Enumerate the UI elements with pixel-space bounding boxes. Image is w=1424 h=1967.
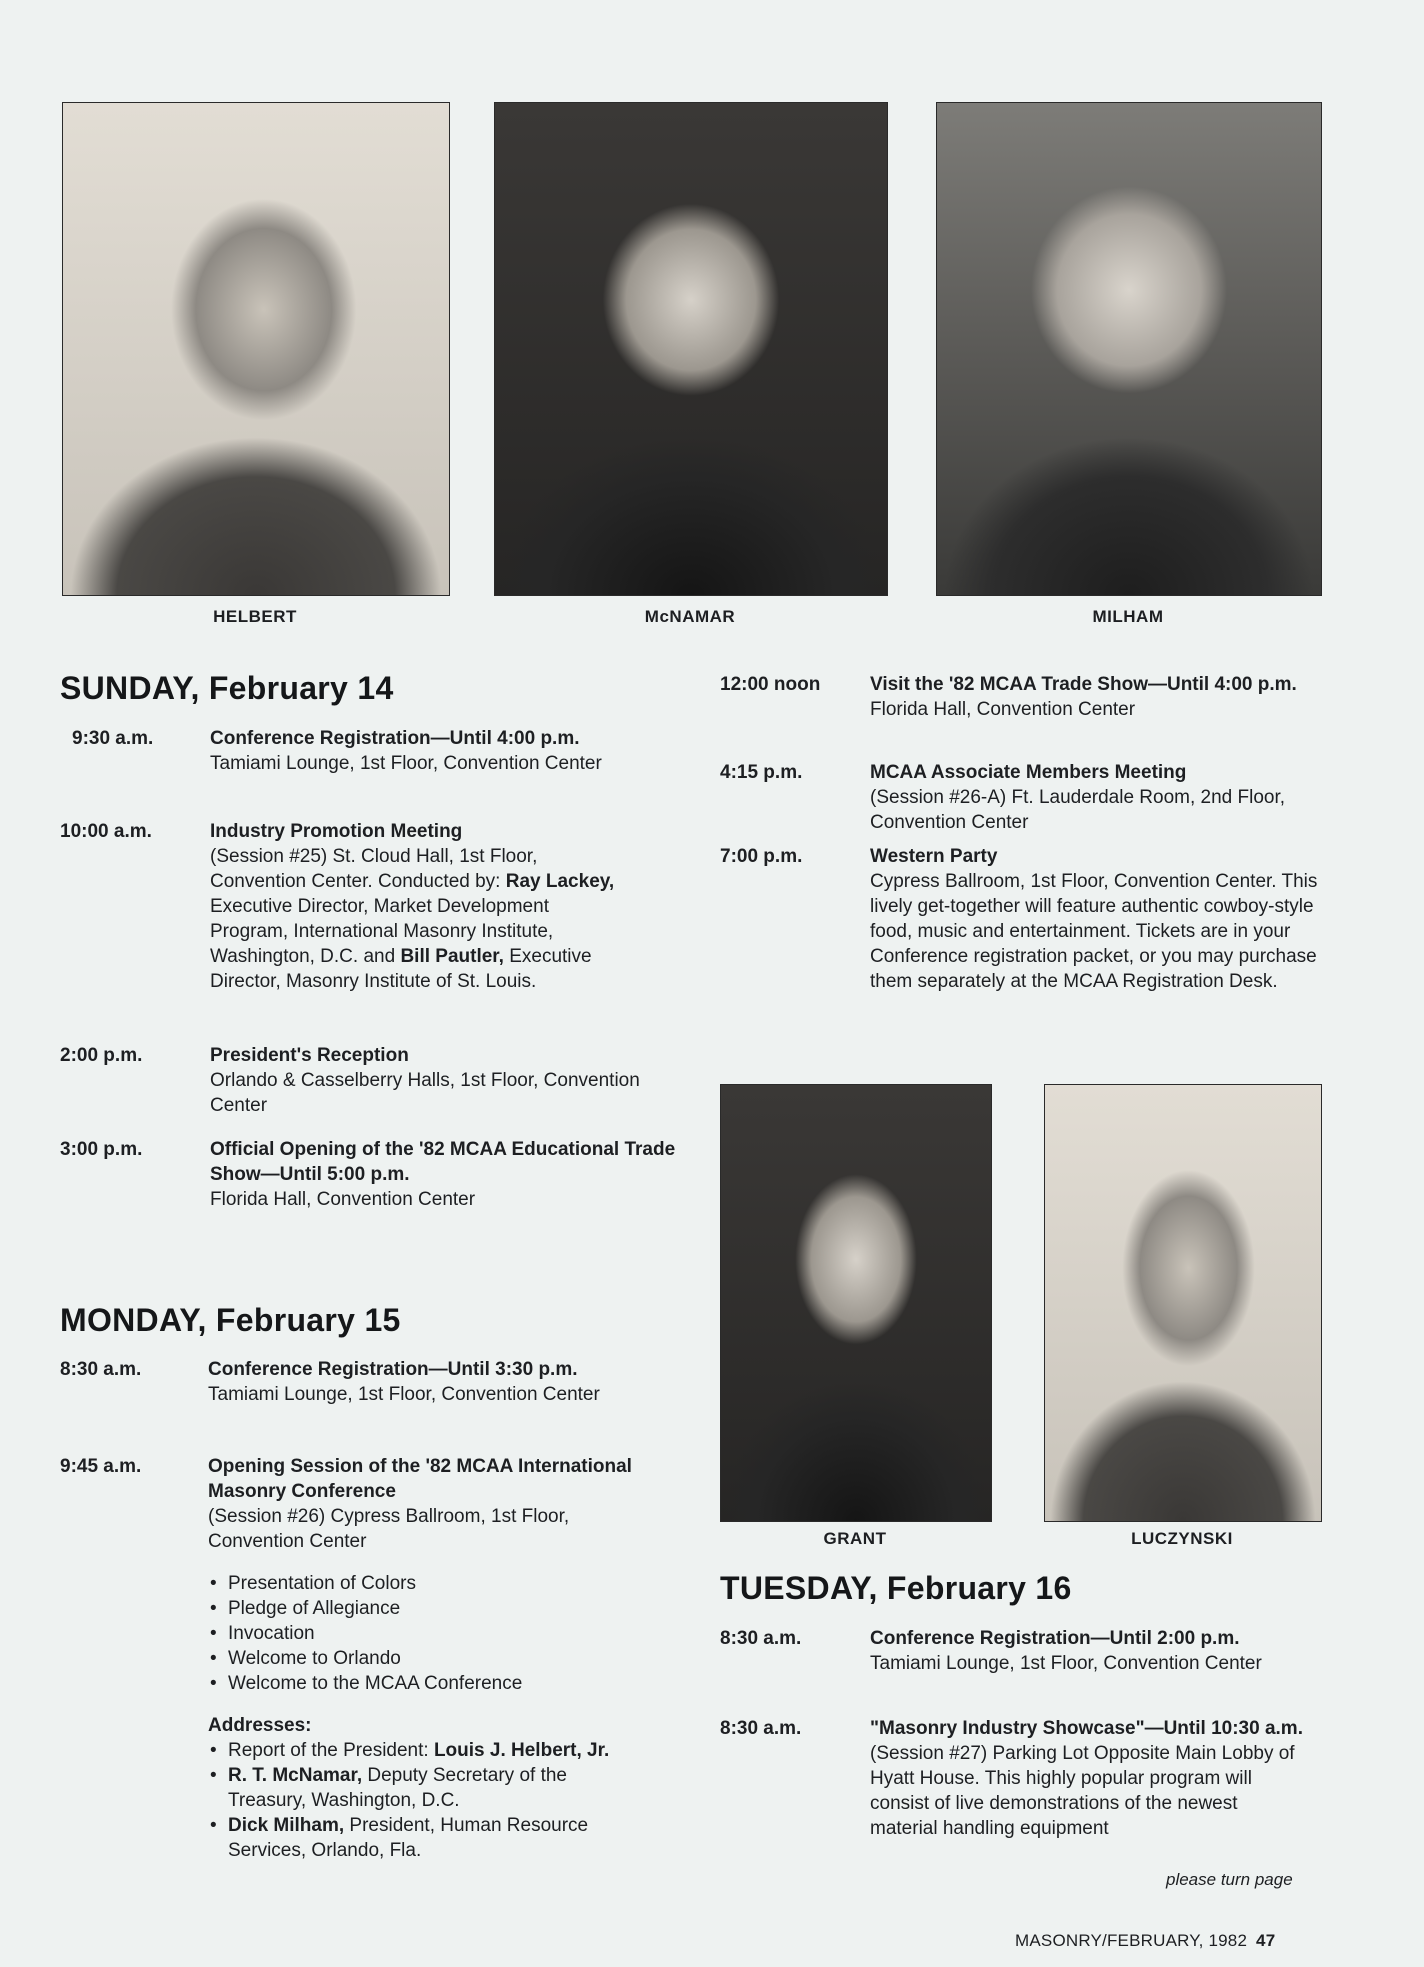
- list-item: • Invocation: [208, 1621, 668, 1646]
- entry-title: Conference Registration—Until 4:00 p.m.: [210, 728, 580, 749]
- monday-entry-trade-show-visit: [720, 672, 1320, 752]
- tuesday-entry-showcase: [720, 1716, 1320, 1876]
- entry-desc: (Session #26-A) Ft. Lauderdale Room, 2nd Floor, Convention Center: [870, 787, 1286, 833]
- entry-title: Visit the '82 MCAA Trade Show—Until 4:00 p.m.: [870, 674, 1297, 695]
- list-item: • R. T. McNamar, Deputy Secretary of the Treasury, Washington, D.C.: [208, 1763, 648, 1813]
- entry-desc: Orlando & Casselberry Halls, 1st Floor, Convention Center: [210, 1070, 640, 1116]
- monday-entry-registration: [60, 1357, 660, 1437]
- grant-photo: [720, 1084, 992, 1522]
- entry-title: Industry Promotion Meeting: [210, 821, 463, 842]
- monday-entry-opening-session: [60, 1454, 680, 1894]
- entry-time: 4:15 p.m.: [720, 762, 803, 783]
- list-item: • Report of the President: Louis J. Helbert, Jr.: [208, 1738, 648, 1763]
- speaker-name: Ray Lackey,: [505, 871, 615, 892]
- milham-photo: [936, 102, 1322, 596]
- sunday-entry-trade-show-opening: [60, 1137, 680, 1217]
- list-item: • Welcome to Orlando: [208, 1646, 668, 1671]
- entry-title: President's Reception: [210, 1045, 409, 1066]
- sunday-entry-industry-promotion: [60, 819, 660, 1019]
- entry-desc: (Session #27) Parking Lot Opposite Main Lobby of Hyatt House. This highly popular program will consist of live demonstrations of the newest material handling equipment: [870, 1743, 1295, 1839]
- entry-title: Conference Registration—Until 3:30 p.m.: [208, 1359, 578, 1380]
- list-item: • Welcome to the MCAA Conference: [208, 1671, 668, 1696]
- entry-desc: (Session #26) Cypress Ballroom, 1st Floor, Convention Center: [208, 1506, 570, 1552]
- tuesday-entry-registration: [720, 1626, 1320, 1706]
- entry-time: 9:30 a.m.: [72, 728, 154, 749]
- page-footer: [1015, 1931, 1275, 1951]
- sunday-entry-registration: [60, 726, 660, 806]
- entry-time: 3:00 p.m.: [60, 1139, 143, 1160]
- addresses-label: Addresses:: [208, 1715, 312, 1736]
- mcnamar-photo: [494, 102, 888, 596]
- entry-time: 8:30 a.m.: [60, 1359, 142, 1380]
- program-list: [208, 1571, 668, 1696]
- addresses-list: [208, 1738, 648, 1863]
- monday-entry-western-party: [720, 844, 1320, 1044]
- list-item: • Pledge of Allegiance: [208, 1596, 668, 1621]
- list-item: • Presentation of Colors: [208, 1571, 668, 1596]
- monday-heading: MONDAY, February 15: [60, 1302, 401, 1338]
- monday-entry-associate-members: [720, 760, 1320, 840]
- entry-desc: Florida Hall, Convention Center: [210, 1189, 476, 1210]
- entry-desc: Cypress Ballroom, 1st Floor, Convention Center. This lively get-together will feature authentic cowboy-style food, music and entertainment. Tickets are in your Conference registration packet, or you may purchase them separately at the MCAA Registration Desk.: [870, 871, 1318, 992]
- entry-title: Conference Registration—Until 2:00 p.m.: [870, 1628, 1240, 1649]
- luczynski-caption: LUCZYNSKI: [1131, 1529, 1233, 1548]
- entry-desc: Tamiami Lounge, 1st Floor, Convention Center: [210, 753, 602, 774]
- entry-title: Western Party: [870, 846, 998, 867]
- continued-note: please turn page: [1166, 1870, 1293, 1889]
- entry-title: "Masonry Industry Showcase"—Until 10:30 a.m.: [870, 1718, 1303, 1739]
- entry-time: 8:30 a.m.: [720, 1628, 802, 1649]
- entry-time: 7:00 p.m.: [720, 846, 803, 867]
- entry-desc: Tamiami Lounge, 1st Floor, Convention Center: [870, 1653, 1262, 1674]
- entry-time: 8:30 a.m.: [720, 1718, 802, 1739]
- entry-time: 2:00 p.m.: [60, 1045, 143, 1066]
- tuesday-heading: TUESDAY, February 16: [720, 1570, 1072, 1606]
- entry-desc: Tamiami Lounge, 1st Floor, Convention Center: [208, 1384, 600, 1405]
- mcnamar-caption: McNAMAR: [644, 607, 736, 626]
- entry-time: 12:00 noon: [720, 674, 821, 695]
- sunday-entry-presidents-reception: [60, 1043, 660, 1123]
- sunday-heading: SUNDAY, February 14: [60, 670, 394, 706]
- entry-desc: (Session #25) St. Cloud Hall, 1st Floor, Convention Center. Conducted by: Ray Lackey, Executive Director, Market Development Program, International Masonry Institute, Washington, D.C. and Bill Pautler, Executive Director, Masonry Institute of St. Louis.: [210, 846, 615, 992]
- milham-caption: MILHAM: [1092, 607, 1164, 626]
- entry-desc: Florida Hall, Convention Center: [870, 699, 1136, 720]
- page-number: 47: [1256, 1931, 1276, 1950]
- entry-time: 9:45 a.m.: [60, 1456, 142, 1477]
- list-item: • Dick Milham, President, Human Resource Services, Orlando, Fla.: [208, 1813, 648, 1863]
- helbert-caption: HELBERT: [213, 607, 297, 626]
- entry-title: MCAA Associate Members Meeting: [870, 762, 1187, 783]
- entry-title: Opening Session of the '82 MCAA International Masonry Conference: [208, 1456, 632, 1502]
- publication-line: MASONRY/FEBRUARY, 1982: [1015, 1931, 1248, 1950]
- grant-caption: GRANT: [823, 1529, 887, 1548]
- helbert-photo: [62, 102, 450, 596]
- speaker-name: Bill Pautler,: [400, 946, 504, 967]
- entry-time: 10:00 a.m.: [60, 821, 152, 842]
- luczynski-photo: [1044, 1084, 1322, 1522]
- entry-title: Official Opening of the '82 MCAA Educational Trade Show—Until 5:00 p.m.: [210, 1139, 676, 1185]
